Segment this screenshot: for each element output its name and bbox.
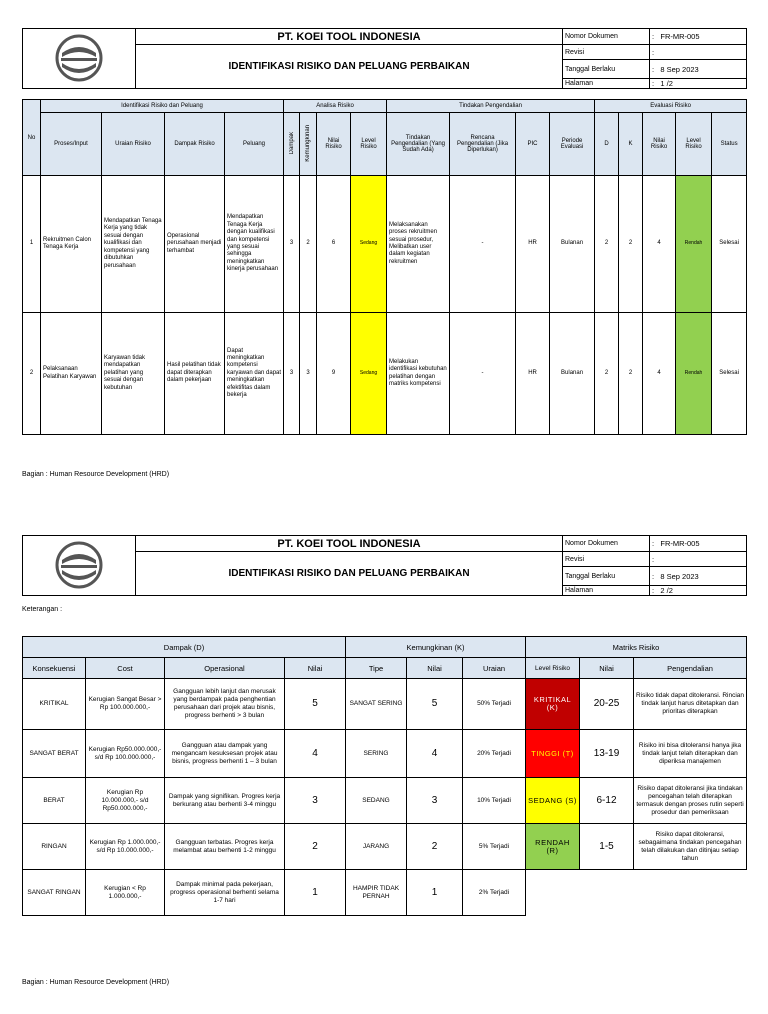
col-periode: Periode Evaluasi [550, 113, 595, 176]
cell-peluang: Mendapatkan Tenaga Kerja dengan kualifikasi dan kompetensi yang sesuai sehingga meningkatkan kinerja perusahaan [225, 176, 284, 313]
cell-tipe: SEDANG [346, 778, 407, 824]
cell-eval-level: Rendah [676, 313, 712, 435]
cell-k-nilai: 2 [407, 824, 463, 870]
koei-logo-icon [54, 540, 104, 590]
col-uraian: Uraian [463, 658, 526, 679]
cell-operasional: Dampak yang signifikan. Progres kerja berkurang atau berhenti 3-4 minggu [165, 778, 285, 824]
footer-note-page-2: Bagian : Human Resource Development (HRD) [22, 979, 170, 986]
col-tindakan: Tindakan Pengendalian (Yang Sudah Ada) [387, 113, 450, 176]
col-nilai: Nilai [285, 658, 346, 679]
cell-cost: Kerugian Rp 1.000.000,- s/d Rp 10.000.000,- [86, 824, 165, 870]
table-row [23, 176, 747, 313]
empty-cell [526, 870, 747, 916]
cell-proses: Rekruitmen Calon Tenaga Kerja [41, 176, 102, 313]
col-tipe: Tipe [346, 658, 407, 679]
cell-nilai: 9 [317, 313, 351, 435]
cell-d: 3 [284, 176, 300, 313]
cell-cost: Kerugian Sangat Besar > Rp 100.000.000,- [86, 679, 165, 730]
cell-tindakan: Melakukan identifikasi kebutuhan pelatihan dengan matriks kompetensi [387, 313, 450, 435]
company-logo [23, 29, 136, 89]
cell-k-nilai: 5 [407, 679, 463, 730]
cell-tipe: HAMPIR TIDAK PERNAH [346, 870, 407, 916]
cell-no: 2 [23, 313, 41, 435]
cell-tindakan: Melaksanakan proses rekruitmen sesuai prosedur, Melibatkan user dalam kegiatan rekruitmen [387, 176, 450, 313]
meta-label: Tanggal Berlaku [563, 60, 650, 79]
cell-k-nilai: 4 [407, 730, 463, 778]
keterangan-label: Keterangan : [22, 606, 63, 613]
cell-pic: HR [516, 176, 550, 313]
cell-eval-nilai: 4 [643, 176, 676, 313]
cell-nilai: 2 [285, 824, 346, 870]
col-pic: PIC [516, 113, 550, 176]
table-row [23, 730, 747, 778]
cell-uraian: 5% Terjadi [463, 824, 526, 870]
footer-note-page-1: Bagian : Human Resource Development (HRD) [22, 471, 170, 478]
document-header-page-1 [22, 28, 747, 89]
cell-operasional: Gangguan lebih lanjut dan merusak yang berdampak pada penghentian perusahaan dari projek atau bisnis, progress berhenti > 3 bulan [165, 679, 285, 730]
cell-cost: Kerugian Rp 10.000.000,- s/d Rp50.000.000,- [86, 778, 165, 824]
meta-value: : 8 Sep 2023 [650, 567, 747, 586]
risk-legend-table [22, 636, 747, 916]
col-d: Dampak [284, 113, 300, 176]
col-uraian: Uraian Risiko [102, 113, 165, 176]
cell-eval-d: 2 [595, 176, 619, 313]
cell-periode: Bulanan [550, 313, 595, 435]
col-eval-d: D [595, 113, 619, 176]
cell-eval-nilai: 4 [643, 313, 676, 435]
level-tinggi-badge: TINGGI (T) [526, 730, 580, 778]
cell-tipe: SERING [346, 730, 407, 778]
cell-pengendalian: Risiko tidak dapat ditoleransi. Rincian tindak lanjut harus ditetapkan dan prioritas diterapkan [634, 679, 747, 730]
cell-m-nilai: 13-19 [580, 730, 634, 778]
col-peluang: Peluang [225, 113, 284, 176]
group-tindakan: Tindakan Pengendalian [387, 100, 595, 113]
company-logo [23, 536, 136, 596]
cell-tipe: SANGAT SERING [346, 679, 407, 730]
cell-dampak: Hasil pelatihan tidak dapat diterapkan dalam pekerjaan [165, 313, 225, 435]
cell-m-nilai: 1-5 [580, 824, 634, 870]
col-cost: Cost [86, 658, 165, 679]
cell-uraian: 2% Terjadi [463, 870, 526, 916]
cell-uraian: Karyawan tidak mendapatkan pelatihan yang sesuai dengan kebutuhan [102, 313, 165, 435]
cell-tipe: JARANG [346, 824, 407, 870]
cell-proses: Pelaksanaan Pelatihan Karyawan [41, 313, 102, 435]
cell-status: Selesai [712, 313, 747, 435]
cell-eval-level: Rendah [676, 176, 712, 313]
col-proses: Proses/Input [41, 113, 102, 176]
cell-konsekuensi: SANGAT BERAT [23, 730, 86, 778]
cell-nilai: 1 [285, 870, 346, 916]
cell-peluang: Dapat meningkatkan kompetensi karyawan dan dapat meningkatkan efektifitas dalam bekerja [225, 313, 284, 435]
cell-konsekuensi: RINGAN [23, 824, 86, 870]
cell-pic: HR [516, 313, 550, 435]
cell-no: 1 [23, 176, 41, 313]
meta-value: : 1 /2 [650, 79, 747, 89]
table-row [23, 778, 747, 824]
cell-eval-k: 2 [619, 313, 643, 435]
meta-value: : [650, 552, 747, 567]
cell-dampak: Operasional perusahaan menjadi terhambat [165, 176, 225, 313]
cell-nilai: 4 [285, 730, 346, 778]
cell-uraian: 20% Terjadi [463, 730, 526, 778]
meta-value: : 8 Sep 2023 [650, 60, 747, 79]
level-kritikal-badge: KRITIKAL (K) [526, 679, 580, 730]
cell-pengendalian: Risiko dapat ditoleransi, sebagaimana tindakan pencegahan telah dilakukan dan ditinjau setiap tahun [634, 824, 747, 870]
group-identifikasi: Identifikasi Risiko dan Peluang [41, 100, 284, 113]
cell-operasional: Dampak minimal pada pekerjaan, progress operasional berhenti selama 1-7 hari [165, 870, 285, 916]
cell-pengendalian: Risiko ini bisa ditoleransi hanya jika tindak lanjut telah diterapkan dan diperiksa manajemen [634, 730, 747, 778]
cell-nilai: 6 [317, 176, 351, 313]
col-pengendalian: Pengendalian [634, 658, 747, 679]
cell-m-nilai: 6-12 [580, 778, 634, 824]
koei-logo-icon [54, 33, 104, 83]
meta-label: Revisi [563, 552, 650, 567]
group-matriks: Matriks Risiko [526, 637, 747, 658]
meta-label: Nomor Dokumen [563, 536, 650, 552]
col-level: Level Risiko [351, 113, 387, 176]
cell-k-nilai: 3 [407, 778, 463, 824]
meta-label: Revisi [563, 45, 650, 60]
cell-eval-d: 2 [595, 313, 619, 435]
cell-uraian: Mendapatkan Tenaga Kerja yang tidak sesuai dengan kualifikasi dan kompetensi yang dibutuhkan perusahaan [102, 176, 165, 313]
document-title: IDENTIFIKASI RISIKO DAN PELUANG PERBAIKAN [136, 45, 563, 89]
meta-value: : [650, 45, 747, 60]
document-header-page-2 [22, 535, 747, 596]
cell-level: Sedang [351, 176, 387, 313]
col-status: Status [712, 113, 747, 176]
meta-value: : FR-MR-005 [650, 29, 747, 45]
meta-label: Tanggal Berlaku [563, 567, 650, 586]
cell-k: 3 [300, 313, 317, 435]
cell-konsekuensi: SANGAT RINGAN [23, 870, 86, 916]
col-dampak: Dampak Risiko [165, 113, 225, 176]
cell-m-nilai: 20-25 [580, 679, 634, 730]
level-sedang-badge: SEDANG (S) [526, 778, 580, 824]
cell-eval-k: 2 [619, 176, 643, 313]
col-eval-level: Level Risiko [676, 113, 712, 176]
level-rendah-badge: RENDAH (R) [526, 824, 580, 870]
cell-level: Sedang [351, 313, 387, 435]
col-konsekuensi: Konsekuensi [23, 658, 86, 679]
cell-cost: Kerugian < Rp 1.000.000,- [86, 870, 165, 916]
col-operasional: Operasional [165, 658, 285, 679]
meta-value: : FR-MR-005 [650, 536, 747, 552]
meta-label: Halaman [563, 79, 650, 89]
cell-nilai: 5 [285, 679, 346, 730]
col-eval-nilai: Nilai Risiko [643, 113, 676, 176]
table-row [23, 824, 747, 870]
col-level: Level Risiko [526, 658, 580, 679]
company-name: PT. KOEI TOOL INDONESIA [136, 29, 563, 45]
cell-uraian: 10% Terjadi [463, 778, 526, 824]
cell-rencana: - [450, 176, 516, 313]
group-evaluasi: Evaluasi Risiko [595, 100, 747, 113]
cell-status: Selesai [712, 176, 747, 313]
col-rencana: Rencana Pengendalian (Jika Diperlukan) [450, 113, 516, 176]
meta-label: Halaman [563, 586, 650, 596]
col-eval-k: K [619, 113, 643, 176]
risk-identification-table [22, 99, 747, 435]
cell-uraian: 50% Terjadi [463, 679, 526, 730]
cell-d: 3 [284, 313, 300, 435]
company-name: PT. KOEI TOOL INDONESIA [136, 536, 563, 552]
col-k-nilai: Nilai [407, 658, 463, 679]
meta-value: : 2 /2 [650, 586, 747, 596]
cell-periode: Bulanan [550, 176, 595, 313]
table-row [23, 870, 747, 916]
document-title: IDENTIFIKASI RISIKO DAN PELUANG PERBAIKAN [136, 552, 563, 596]
cell-konsekuensi: BERAT [23, 778, 86, 824]
cell-k-nilai: 1 [407, 870, 463, 916]
cell-operasional: Gangguan atau dampak yang mengancam kesuksesan projek atau bisnis, progress berhenti 1 – 3 bulan [165, 730, 285, 778]
cell-rencana: - [450, 313, 516, 435]
cell-cost: Kerugian Rp50.000.000,- s/d Rp 100.000.000,- [86, 730, 165, 778]
table-row [23, 679, 747, 730]
meta-label: Nomor Dokumen [563, 29, 650, 45]
cell-operasional: Gangguan terbatas. Progres kerja melambat atau berhenti 1-2 minggu [165, 824, 285, 870]
cell-konsekuensi: KRITIKAL [23, 679, 86, 730]
col-nilai: Nilai Risiko [317, 113, 351, 176]
group-dampak: Dampak (D) [23, 637, 346, 658]
cell-nilai: 3 [285, 778, 346, 824]
col-m-nilai: Nilai [580, 658, 634, 679]
group-kemungkinan: Kemungkinan (K) [346, 637, 526, 658]
table-row [23, 313, 747, 435]
group-analisa: Analisa Risiko [284, 100, 387, 113]
col-no: No [23, 100, 41, 176]
cell-k: 2 [300, 176, 317, 313]
col-k: Kemungkinan [300, 113, 317, 176]
cell-pengendalian: Risiko dapat ditoleransi jika tindakan pencegahan telah diterapkan termasuk dengan proses rutin seperti prosedur dan pemeriksaan [634, 778, 747, 824]
